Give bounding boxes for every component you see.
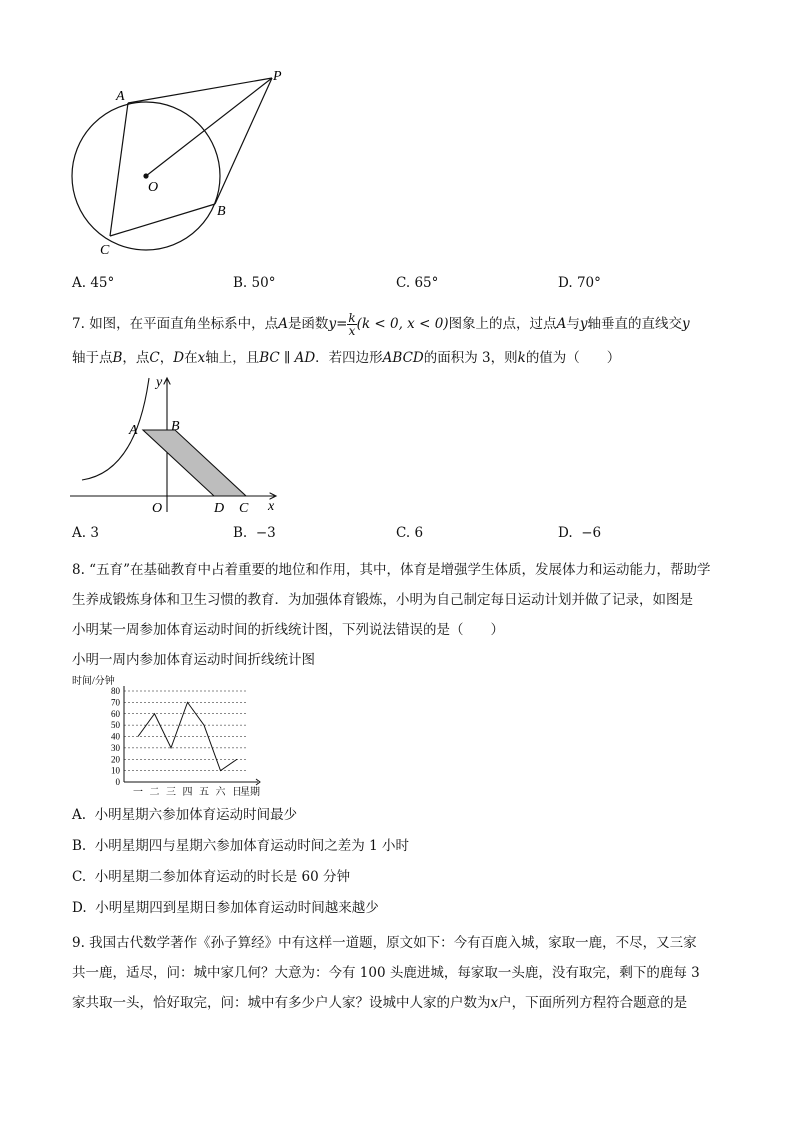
- q6-option-d: D. 70°: [558, 275, 601, 291]
- x-tick-label: 一: [133, 787, 143, 798]
- label-p: P: [273, 69, 282, 84]
- x-tick-label: 五: [199, 787, 209, 798]
- y-tick-label: 60: [111, 708, 120, 719]
- q8-option-d: D. 小明星期四到星期日参加体育运动时间越来越少: [72, 900, 379, 916]
- y-tick-label: 80: [111, 686, 120, 696]
- label-a: A: [129, 423, 138, 438]
- segment-op: [146, 78, 272, 176]
- y-tick-label: 30: [111, 742, 120, 753]
- y-tick-label: 40: [111, 731, 120, 742]
- y-tick-label: 10: [111, 765, 120, 776]
- q7-line2: 轴于点B，点C，D在x轴上，且BC ∥ AD．若四边形ABCD的面积为 3，则k的值为（ ）: [72, 350, 621, 366]
- label-a: A: [116, 89, 125, 104]
- label-d: D: [214, 501, 225, 516]
- q9-line3: 家共取一头，恰好取完，问：城中有多少户人家？设城中人家的户数为x户，下面所列方程符合题意的是: [72, 995, 688, 1011]
- circle-tangent-figure: [60, 64, 300, 264]
- label-x: x: [268, 499, 275, 514]
- y-tick-label: 50: [111, 720, 120, 731]
- y-tick-label: 0: [115, 777, 120, 787]
- chart-title: 小明一周内参加体育运动时间折线统计图: [72, 652, 315, 668]
- q8-option-a: A. 小明星期六参加体育运动时间最少: [72, 807, 298, 823]
- x-tick-label: 三: [166, 787, 176, 798]
- label-b: B: [217, 204, 226, 219]
- label-y: y: [156, 375, 163, 390]
- q7-option-b: B. −3: [233, 525, 276, 541]
- q7-option-a: A. 3: [72, 525, 99, 541]
- y-tick-label: 20: [111, 754, 120, 765]
- q7-option-d: D. −6: [558, 525, 602, 541]
- label-o: O: [152, 501, 163, 516]
- q7-option-c: C. 6: [396, 525, 424, 541]
- chord-ac: [110, 103, 128, 236]
- coordinate-figure: [66, 372, 286, 518]
- q8-line3: 小明某一周参加体育运动时间的折线统计图，下列说法错误的是（ ）: [72, 622, 504, 638]
- center-dot: [143, 173, 148, 178]
- x-tick-label: 六: [215, 787, 226, 798]
- label-b: B: [171, 419, 180, 434]
- q6-option-a: A. 45°: [72, 275, 115, 291]
- label-o: O: [148, 180, 159, 195]
- label-c: C: [239, 501, 249, 516]
- q6-option-c: C. 65°: [396, 275, 439, 291]
- q8-line1: 8. “五育”在基础教育中占着重要的地位和作用，其中，体育是增强学生体质，发展体力和运动能力，帮助学: [72, 562, 711, 578]
- q9-line2: 共一鹿，适尽，问：城中家几何？大意为：今有 100 头鹿进城，每家取一头鹿，没有取完，剩下的鹿每 3: [72, 965, 700, 981]
- x-tick-label: 二: [149, 787, 160, 798]
- tangent-pa: [128, 78, 272, 103]
- y-axis-label: 时间/分钟: [72, 676, 115, 687]
- q8-option-c: C. 小明星期二参加体育运动的时长是 60 分钟: [72, 869, 350, 885]
- q6-option-b: B. 50°: [233, 275, 276, 291]
- line-chart: [70, 674, 270, 798]
- q7-line1: 7. 如图，在平面直角坐标系中，点A是函数y= $\frac{k}{x}$ (k < 0, x < 0)图象上的点，过点A与y轴垂直的直线交y: [72, 311, 690, 338]
- x-axis-label: 星期: [240, 787, 260, 798]
- shaded-quadrilateral: [143, 430, 246, 496]
- y-tick-label: 70: [111, 697, 120, 708]
- q9-line1: 9. 我国古代数学著作《孙子算经》中有这样一道题，原文如下：今有百鹿入城，家取一鹿，不尽，又三家: [72, 935, 697, 951]
- q8-line2: 生养成锻炼身体和卫生习惯的教育．为加强体育锻炼，小明为自己制定每日运动计划并做了记录，如图是: [72, 592, 693, 608]
- hyperbola-curve: [82, 378, 149, 480]
- x-tick-label: 四: [182, 787, 193, 798]
- tangent-pb: [215, 78, 272, 204]
- q8-option-b: B. 小明星期四与星期六参加体育运动时间之差为 1 小时: [72, 838, 409, 854]
- label-c: C: [100, 243, 110, 258]
- fraction-k-over-x: $\frac{k}{x}$: [348, 311, 356, 338]
- chord-cb: [110, 204, 215, 236]
- x-tick-label: 日: [232, 787, 242, 798]
